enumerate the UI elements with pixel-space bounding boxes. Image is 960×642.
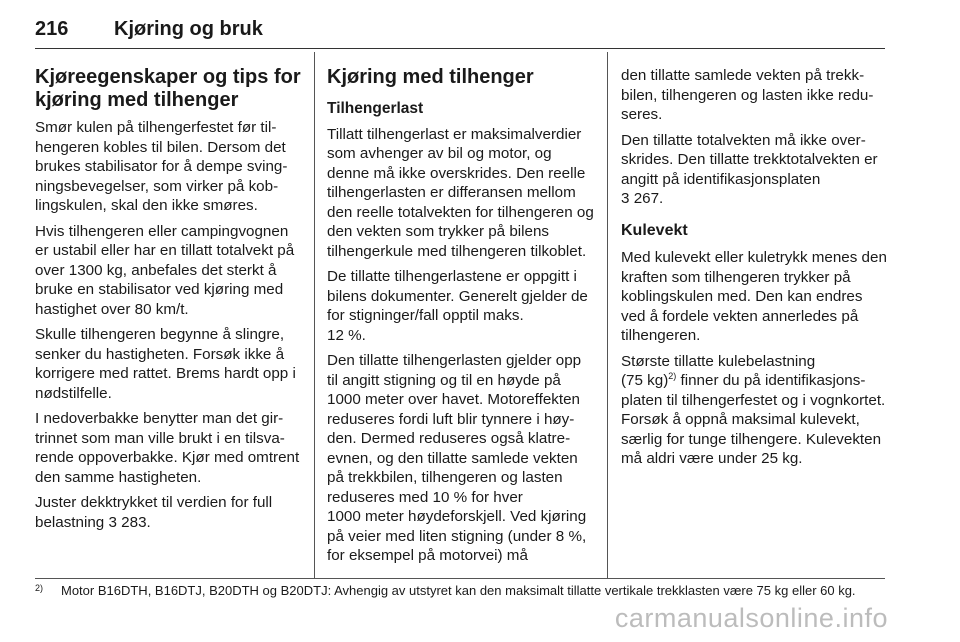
footnote-text: Motor B16DTH, B16DTJ, B20DTH og B20DTJ: Avhengig av utstyret kan den maksimalt tillatte vertikale trekklasten være 75 kg eller 60 kg. — [61, 583, 856, 598]
column-2 — [327, 52, 595, 572]
paragraph-altitude-cont: 1000 meter høydeforskjell. Ved kjøring på veier med liten stigning (under 8 %, for eksempel på motorvei) må — [327, 508, 587, 564]
paragraph-total-weight — [621, 131, 887, 209]
footnote-marker: 2) — [35, 583, 44, 593]
paragraph-trailer-load: Tillatt tilhengerlast er maksimalverdier som avhenger av bil og motor, og denne må ikke overskrides. Den reelle tilhengerlasten er differansen mellom den reelle totalvekten for tilhengeren og den vekten som trykker på bilens tilhengerkule med tilhengeren tilkoblet. — [327, 125, 594, 260]
paragraph-documents: De tillatte tilhengerlastene er oppgitt i bilens dokumenter. Generelt gjelder de for stigninger/fall opptil maks. — [327, 268, 588, 324]
paragraph-altitude: Den tillatte tilhengerlasten gjelder opp til angitt stigning og til en høyde på 1000 meter over havet. Motoreffekten reduseres fordi luft blir tynnere i høyden. Dermed reduseres også klatreevnen, og den tillatte samlede vekten på trekkbilen, tilhengeren og lasten reduseres med 10 % for hver — [327, 352, 582, 506]
paragraph-ball-weight: Med kulevekt eller kuletrykk menes den kraften som tilhengeren trykker på koblingskulen med. Den kan endres ved å fordele vekten annerledes på tilhengeren. — [621, 249, 887, 344]
column-divider-2 — [607, 52, 608, 578]
paragraph-documents-percent: 12 %. — [327, 326, 366, 344]
subheading-trailer-load: Tilhengerlast — [327, 100, 424, 117]
page-reference-icon[interactable]: 3 — [621, 190, 630, 207]
paragraph-lubricate: Smør kulen på tilhengerfestet før tilhengeren kobles til bilen. Dersom det brukes stabilisator for å dempe svingningsbevegelser, som virker på koblingskulen, skal den ikke smøres. — [35, 119, 288, 214]
footnote-reference[interactable]: 2) — [668, 370, 677, 381]
footnote-rule — [35, 578, 885, 579]
column-divider-1 — [314, 52, 315, 578]
max-load-value: (75 kg) — [621, 372, 669, 389]
section-heading-driving-trailer: Kjøring med tilhenger — [327, 66, 534, 88]
paragraph-sway: Skulle tilhengeren begynne å slingre, senker du hastigheten. Forsøk ikke å korrigere med rattet. Brems hardt opp i nødstilfelle. — [35, 326, 296, 402]
page-reference-icon[interactable]: 3 — [108, 513, 117, 531]
section-heading-ball-weight: Kulevekt — [621, 221, 688, 239]
section-heading-trailer-tips: Kjøreegenskaper og tips for kjøring med tilhenger — [35, 66, 301, 111]
page-reference-link[interactable]: 283. — [121, 513, 151, 531]
page-reference-link[interactable]: 267. — [633, 190, 664, 207]
page-header — [35, 4, 885, 48]
page-number: 216 — [35, 18, 69, 40]
paragraph-weight-cont: den tillatte samlede vekten på trekkbilen, tilhengeren og lasten ikke reduseres. — [621, 67, 874, 123]
chapter-title: Kjøring og bruk — [114, 18, 263, 40]
max-load-rest: finner du på identifikasjonsplaten til tilhengerfestet og i vognkortet. Forsøk å oppnå maksimal kulevekt, særlig for tunge tilhengere. Kulevekten må aldri være under 25 kg. — [621, 372, 886, 467]
tyre-pressure-text: Juster dekktrykket til verdien for full belastning — [35, 494, 273, 531]
watermark: carmanualsonline.info — [614, 603, 888, 633]
column-1 — [35, 52, 303, 538]
paragraph-downhill: I nedoverbakke benytter man det girtrinnet som man ville brukt i en tilsvarende oppoverbakke. Kjør med omtrent den samme hastigheten. — [35, 410, 300, 486]
max-load-line1: Største tillatte kulebelastning — [621, 352, 816, 370]
column-3 — [621, 52, 887, 475]
header-rule — [35, 48, 885, 49]
paragraph-stabilizer: Hvis tilhengeren eller campingvognen er ustabil eller har en tillatt totalvekt på over 1300 kg, anbefales det sterkt å bruke en stabilisator ved kjøring med hastighet over 80 km/t. — [35, 222, 295, 318]
total-weight-text: Den tillatte totalvekten må ikke overskrides. Den tillatte trekktotalvekten er angitt på identifikasjonsplaten — [621, 131, 878, 188]
paragraph-tyre-pressure — [35, 493, 303, 532]
paragraph-max-load — [621, 352, 887, 469]
